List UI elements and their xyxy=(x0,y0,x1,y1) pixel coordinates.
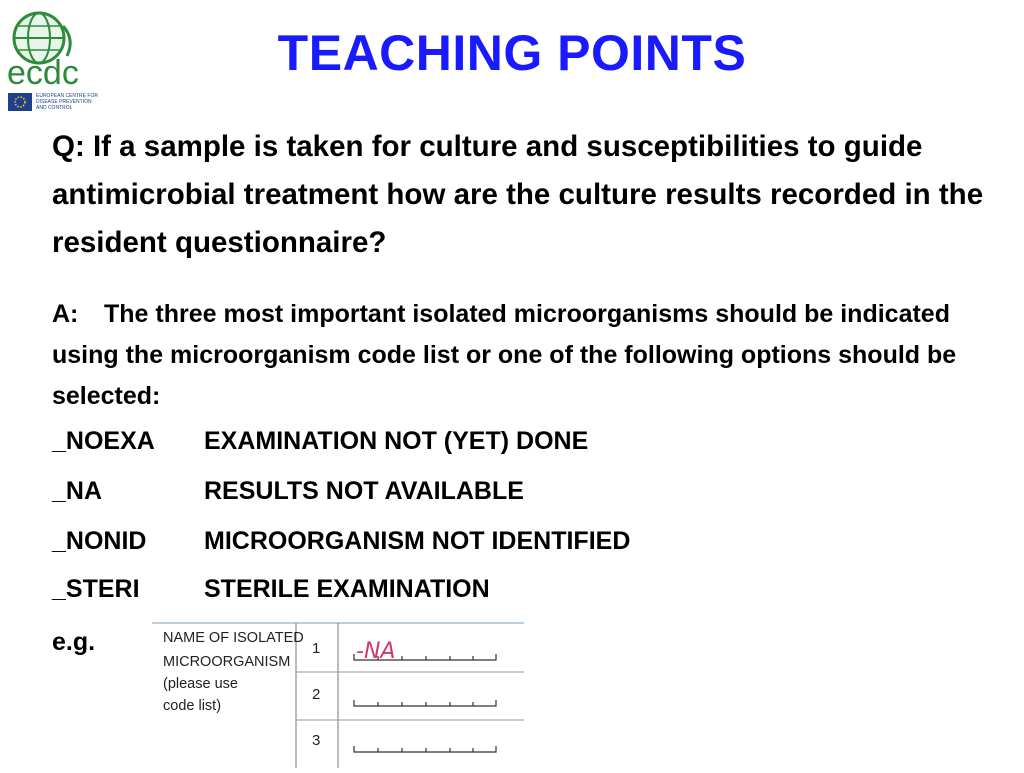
answer-block xyxy=(52,294,992,417)
option-description: RESULTS NOT AVAILABLE xyxy=(204,477,524,505)
question-text: Q: If a sample is taken for culture and susceptibilities to guide antimicrobial treatment how are the culture results recorded in the resident questionnaire? xyxy=(52,130,984,259)
row-number-1: 1 xyxy=(312,640,321,657)
answer-label: A: xyxy=(52,300,79,328)
form-label-line-4: code list) xyxy=(163,698,222,714)
form-label-line-2: MICROORGANISM xyxy=(163,654,291,670)
answer-text: The three most important isolated microorganisms should be indicated using the microorganism code list or one of the following options should be selected: xyxy=(52,300,957,410)
handwritten-entry: -NA xyxy=(356,639,396,664)
option-description: MICROORGANISM NOT IDENTIFIED xyxy=(204,527,631,555)
row-number-2: 2 xyxy=(312,686,321,703)
option-steri xyxy=(52,575,490,604)
logo-caption-line-2: DISEASE PREVENTION xyxy=(36,99,92,105)
form-label-line-3: (please use xyxy=(163,676,238,692)
example-label: e.g. xyxy=(52,628,96,656)
option-nonid xyxy=(52,527,630,556)
option-description: STERILE EXAMINATION xyxy=(204,575,490,603)
row-number-3: 3 xyxy=(312,732,321,749)
option-na xyxy=(52,477,524,506)
option-code: _NA xyxy=(52,477,103,505)
logo-caption-line-3: AND CONTROL xyxy=(36,105,73,111)
option-code: _STERI xyxy=(52,575,140,603)
option-code: _NOEXA xyxy=(52,427,155,455)
page-title: TEACHING POINTS xyxy=(277,25,747,81)
logo-caption-line-1: EUROPEAN CENTRE FOR xyxy=(36,93,98,99)
option-code: _NONID xyxy=(52,527,147,555)
option-description: EXAMINATION NOT (YET) DONE xyxy=(204,427,589,455)
logo-wordmark: ecdc xyxy=(7,54,79,92)
form-label-line-1: NAME OF ISOLATED xyxy=(163,630,304,646)
option-noexa xyxy=(52,427,588,456)
